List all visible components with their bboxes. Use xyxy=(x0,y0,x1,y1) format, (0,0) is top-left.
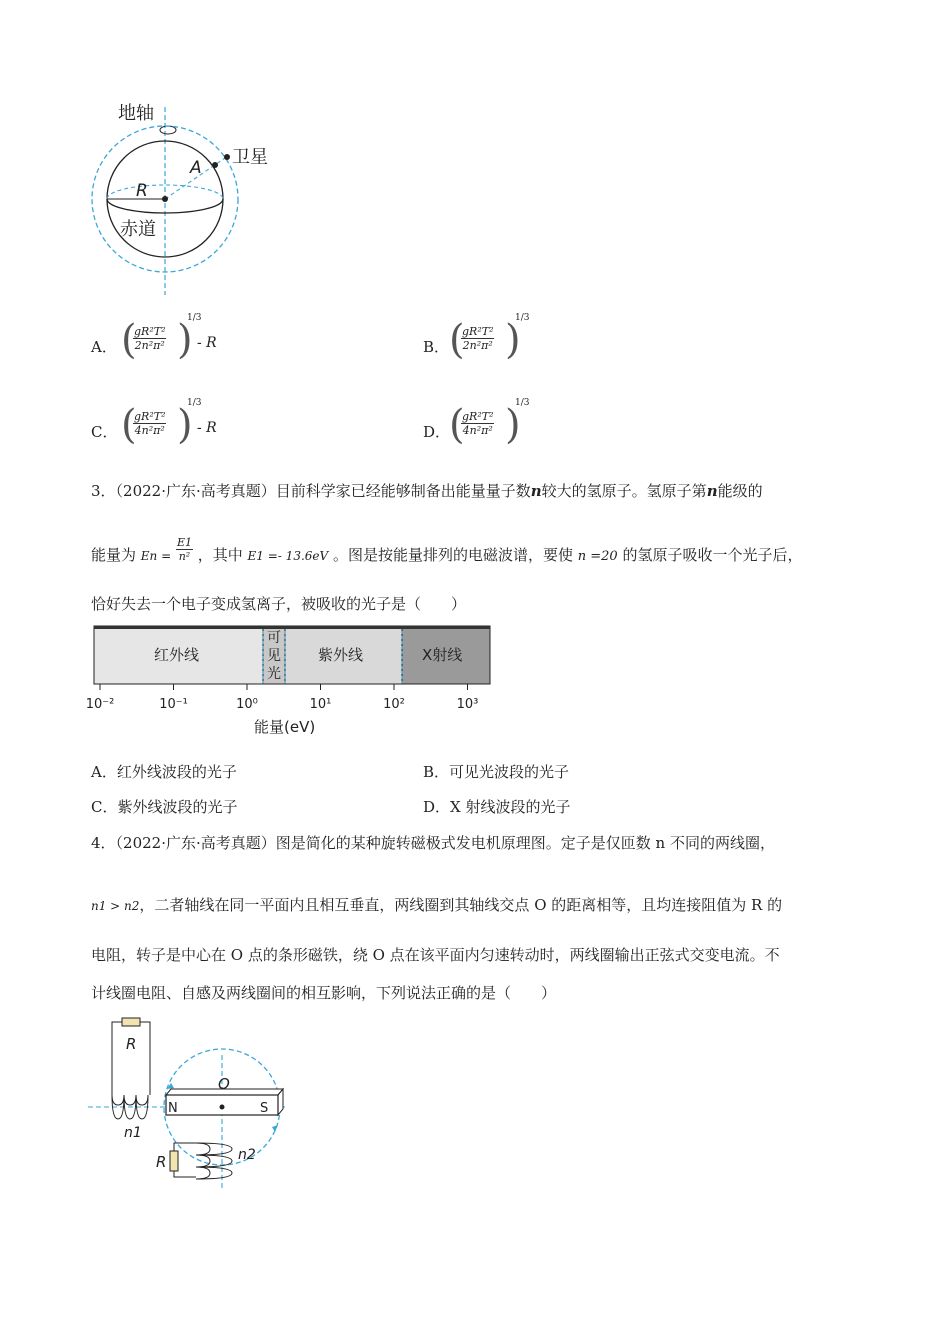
formula-denominator: 2n²π² xyxy=(134,339,165,352)
q2-option-b[interactable]: B． ( $\frac{\text{gR²T²}}{\text{2n²π²}}$ ) 1/3 xyxy=(423,313,530,363)
q2-option-a[interactable]: A． ( $\frac{\text{gR²T²}}{\text{2n²π²}}$ ) 1/3 - R xyxy=(91,313,217,363)
formula-numerator: gR²T² xyxy=(462,325,494,338)
q2-option-c[interactable]: C． ( $\frac{\text{gR²T²}}{\text{4n²π²}}$ ) 1/3 - R xyxy=(91,398,217,448)
tick-label: 10¹ xyxy=(309,697,332,712)
south-pole: S xyxy=(260,1101,269,1116)
q3-option-d[interactable]: D．X 射线波段的光子 xyxy=(423,798,571,816)
formula-numerator: E1 xyxy=(176,535,192,549)
formula-exponent: 1/3 xyxy=(515,313,530,323)
band-visible: 可见光 xyxy=(267,630,281,682)
point-a-label: A xyxy=(190,158,202,178)
q4-line-3: 电阻，转子是中心在 O 点的条形磁铁，绕 O 点在该平面内匀速转动时，两线圈输出正弦式交变电流。不 xyxy=(91,946,780,964)
resistor-bottom-label: R xyxy=(156,1153,167,1171)
q3-line-2: 能量为 En = $\frac{E1}{\text{n²}}$ ，其中 E1 =- 13.6eV 。图是按能量排列的电磁波谱，要使 n =20 的氢原子吸收一个光子后， xyxy=(91,535,803,564)
band-xray: X射线 xyxy=(422,646,463,664)
radius-label: R xyxy=(136,181,148,201)
satellite-label: 卫星 xyxy=(232,147,268,168)
e1-value: E1 =- 13.6eV xyxy=(247,549,329,563)
tick-label: 10⁰ xyxy=(236,697,258,712)
formula-suffix: - R xyxy=(197,420,217,436)
option-letter: C． xyxy=(91,423,118,441)
band-infrared: 红外线 xyxy=(154,646,200,664)
formula-exponent: 1/3 xyxy=(187,398,202,408)
formula-exponent: 1/3 xyxy=(515,398,530,408)
axis-label: 能量(eV) xyxy=(254,718,316,736)
band-ultraviolet: 紫外线 xyxy=(318,646,364,664)
em-spectrum-figure xyxy=(85,622,498,740)
q3-line-3: 恰好失去一个电子变成氢离子，被吸收的光子是（ ） xyxy=(91,595,467,613)
formula-exponent: 1/3 xyxy=(187,313,202,323)
formula-suffix: - R xyxy=(197,335,217,351)
tick-label: 10³ xyxy=(456,697,479,712)
north-pole: N xyxy=(168,1101,178,1116)
q3-option-c[interactable]: C．紫外线波段的光子 xyxy=(91,798,238,816)
q2-option-d[interactable]: D． ( $\frac{\text{gR²T²}}{\text{4n²π²}}$ ) 1/3 xyxy=(423,398,530,448)
q3-line-1: 3．（2022·广东·高考真题）目前科学家已经能够制备出能量量子数n较大的氢原子。氢原子第n能级的 xyxy=(91,482,763,500)
resistor-top-label: R xyxy=(126,1035,137,1053)
formula-denominator: 2n²π² xyxy=(462,339,493,352)
option-letter: A． xyxy=(91,338,117,356)
tick-label: 10⁻¹ xyxy=(159,697,188,712)
q4-line-4: 计线圈电阻、自感及两线圈间的相互影响，下列说法正确的是（ ） xyxy=(91,984,557,1002)
formula-lhs: En = xyxy=(140,549,172,563)
coil-n1-label: n1 xyxy=(124,1125,142,1141)
earth-satellite-figure xyxy=(80,95,268,300)
formula-numerator: gR²T² xyxy=(462,410,494,423)
formula-denominator: 4n²π² xyxy=(134,424,165,437)
coil-n2-label: n2 xyxy=(238,1147,256,1163)
q3-option-a[interactable]: A．红外线波段的光子 xyxy=(91,763,237,781)
equator-label: 赤道 xyxy=(120,219,156,240)
n-value: n =20 xyxy=(577,549,618,564)
option-letter: B． xyxy=(423,338,450,356)
axis-ticks xyxy=(86,684,479,712)
q4-line-2: n1 > n2，二者轴线在同一平面内且相互垂直，两线圈到其轴线交点 O 的距离相等，且均连接阻值为 R 的 xyxy=(91,896,783,914)
q3-option-b[interactable]: B．可见光波段的光子 xyxy=(423,763,570,781)
axis-label: 地轴 xyxy=(118,103,154,124)
generator-figure xyxy=(88,1015,298,1195)
tick-label: 10² xyxy=(383,697,405,712)
tick-label: 10⁻² xyxy=(85,697,115,712)
formula-numerator: gR²T² xyxy=(134,325,166,338)
q4-line-1: 4．（2022·广东·高考真题）图是简化的某种旋转磁极式发电机原理图。定子是仅匝数 n 不同的两线圈， xyxy=(91,834,775,852)
formula-denominator: n² xyxy=(178,549,191,563)
formula-denominator: 4n²π² xyxy=(462,424,493,437)
coil-condition: n1 > n2 xyxy=(91,899,140,913)
option-letter: D． xyxy=(423,423,451,441)
center-o: O xyxy=(218,1075,230,1093)
formula-numerator: gR²T² xyxy=(134,410,166,423)
